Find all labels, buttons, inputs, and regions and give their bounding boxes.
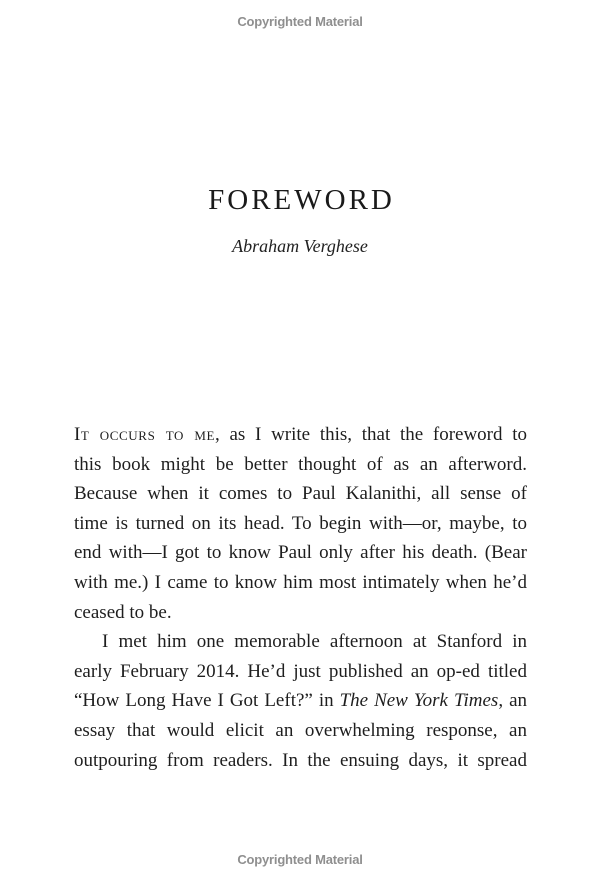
- paragraph-1: [74, 420, 527, 627]
- body-line: end with—I got to know Paul only after his death. (Bear: [74, 542, 527, 564]
- paragraph-2: [74, 627, 527, 775]
- body-line: early February 2014. He’d just published an op-ed titled: [74, 660, 527, 682]
- body-line-text: “How Long Have I Got Left?” in: [74, 690, 340, 712]
- author-byline: Abraham Verghese: [232, 236, 368, 256]
- copyright-notice-top: Copyrighted Material: [237, 14, 363, 29]
- chapter-title: FOREWORD: [208, 184, 395, 216]
- body-line-text: , an: [498, 690, 527, 712]
- body-line: ceased to be.: [74, 601, 172, 623]
- body-line: with me.) I came to know him most intimately when he’d: [74, 571, 527, 593]
- copyright-notice-bottom: Copyrighted Material: [237, 852, 363, 867]
- body-line: essay that would elicit an overwhelming response, an: [74, 719, 527, 741]
- body-line: [74, 686, 527, 716]
- body-line: outpouring from readers. In the ensuing days, it spread: [74, 749, 527, 771]
- body-text: [74, 420, 527, 775]
- body-line: this book might be better thought of as an afterword.: [74, 453, 527, 475]
- body-line: I met him one memorable afternoon at Stanford in: [102, 631, 527, 653]
- body-line: time is turned on its head. To begin with—or, maybe, to: [74, 512, 527, 534]
- body-line: [74, 420, 527, 450]
- smallcaps-lead: It occurs to me: [74, 424, 216, 445]
- body-line: Because when it comes to Paul Kalanithi, all sense of: [74, 483, 527, 505]
- body-line-text: , as I write this, that the foreword to: [215, 424, 527, 445]
- book-title-italic: The New York Times: [339, 690, 499, 712]
